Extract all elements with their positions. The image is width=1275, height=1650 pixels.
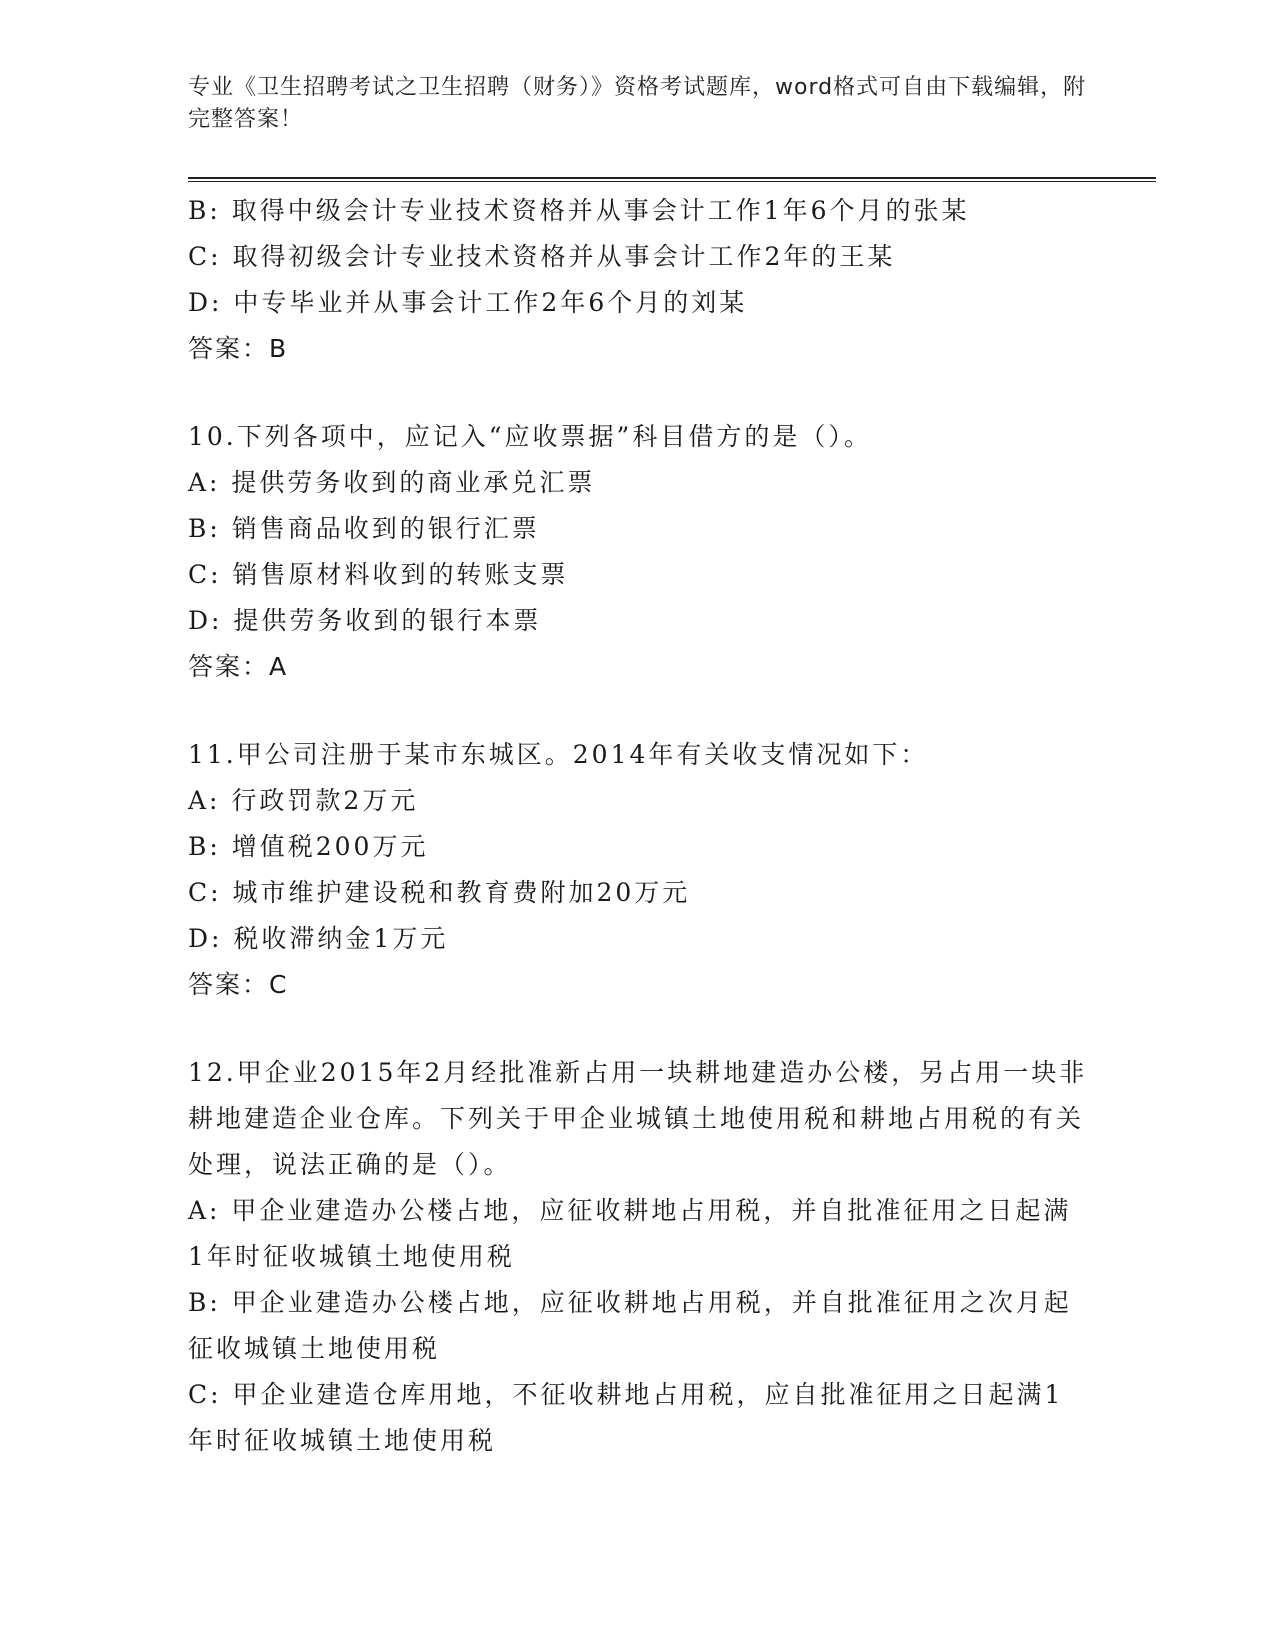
option-b: B: 取得中级会计专业技术资格并从事会计工作1年6个月的张某	[188, 196, 970, 225]
option-c: C: 销售原材料收到的转账支票	[188, 560, 569, 589]
option-b: B: 销售商品收到的银行汇票	[188, 514, 540, 543]
document-body	[188, 188, 1088, 1464]
option-a: A: 提供劳务收到的商业承兑汇票	[188, 468, 596, 497]
question-10	[188, 414, 1088, 690]
question-stem: 10.下列各项中，应记入“应收票据”科目借方的是（）。	[188, 422, 872, 451]
answer-line: 答案：B	[188, 334, 289, 363]
header-divider	[188, 177, 1156, 182]
option-a: A: 行政罚款2万元	[188, 786, 419, 815]
option-b: B: 增值税200万元	[188, 832, 429, 861]
question-12	[188, 1050, 1088, 1464]
option-d: D: 中专毕业并从事会计工作2年6个月的刘某	[188, 288, 748, 317]
answer-line: 答案：C	[188, 970, 289, 999]
option-d: D: 税收滞纳金1万元	[188, 924, 449, 953]
question-11	[188, 732, 1088, 1008]
question-stem: 11.甲公司注册于某市东城区。2014年有关收支情况如下：	[188, 740, 929, 769]
option-b: B: 甲企业建造办公楼占地，应征收耕地占用税，并自批准征用之次月起征收城镇土地使用税	[188, 1288, 1072, 1363]
question-stem: 12.甲企业2015年2月经批准新占用一块耕地建造办公楼，另占用一块非耕地建造企业仓库。下列关于甲企业城镇土地使用税和耕地占用税的有关处理，说法正确的是（）。	[188, 1058, 1088, 1179]
option-d: D: 提供劳务收到的银行本票	[188, 606, 542, 635]
option-c: C: 城市维护建设税和教育费附加20万元	[188, 878, 691, 907]
answer-line: 答案：A	[188, 652, 289, 681]
option-c: C: 甲企业建造仓库用地，不征收耕地占用税，应自批准征用之日起满1年时征收城镇土地使用税	[188, 1380, 1064, 1455]
option-a: A: 甲企业建造办公楼占地，应征收耕地占用税，并自批准征用之日起满1年时征收城镇土地使用税	[188, 1196, 1072, 1271]
option-c: C: 取得初级会计专业技术资格并从事会计工作2年的王某	[188, 242, 896, 271]
question-9-continued	[188, 188, 1088, 372]
document-header: 专业《卫生招聘考试之卫生招聘（财务）》资格考试题库，word格式可自由下载编辑，附完整答案！	[188, 75, 1087, 132]
